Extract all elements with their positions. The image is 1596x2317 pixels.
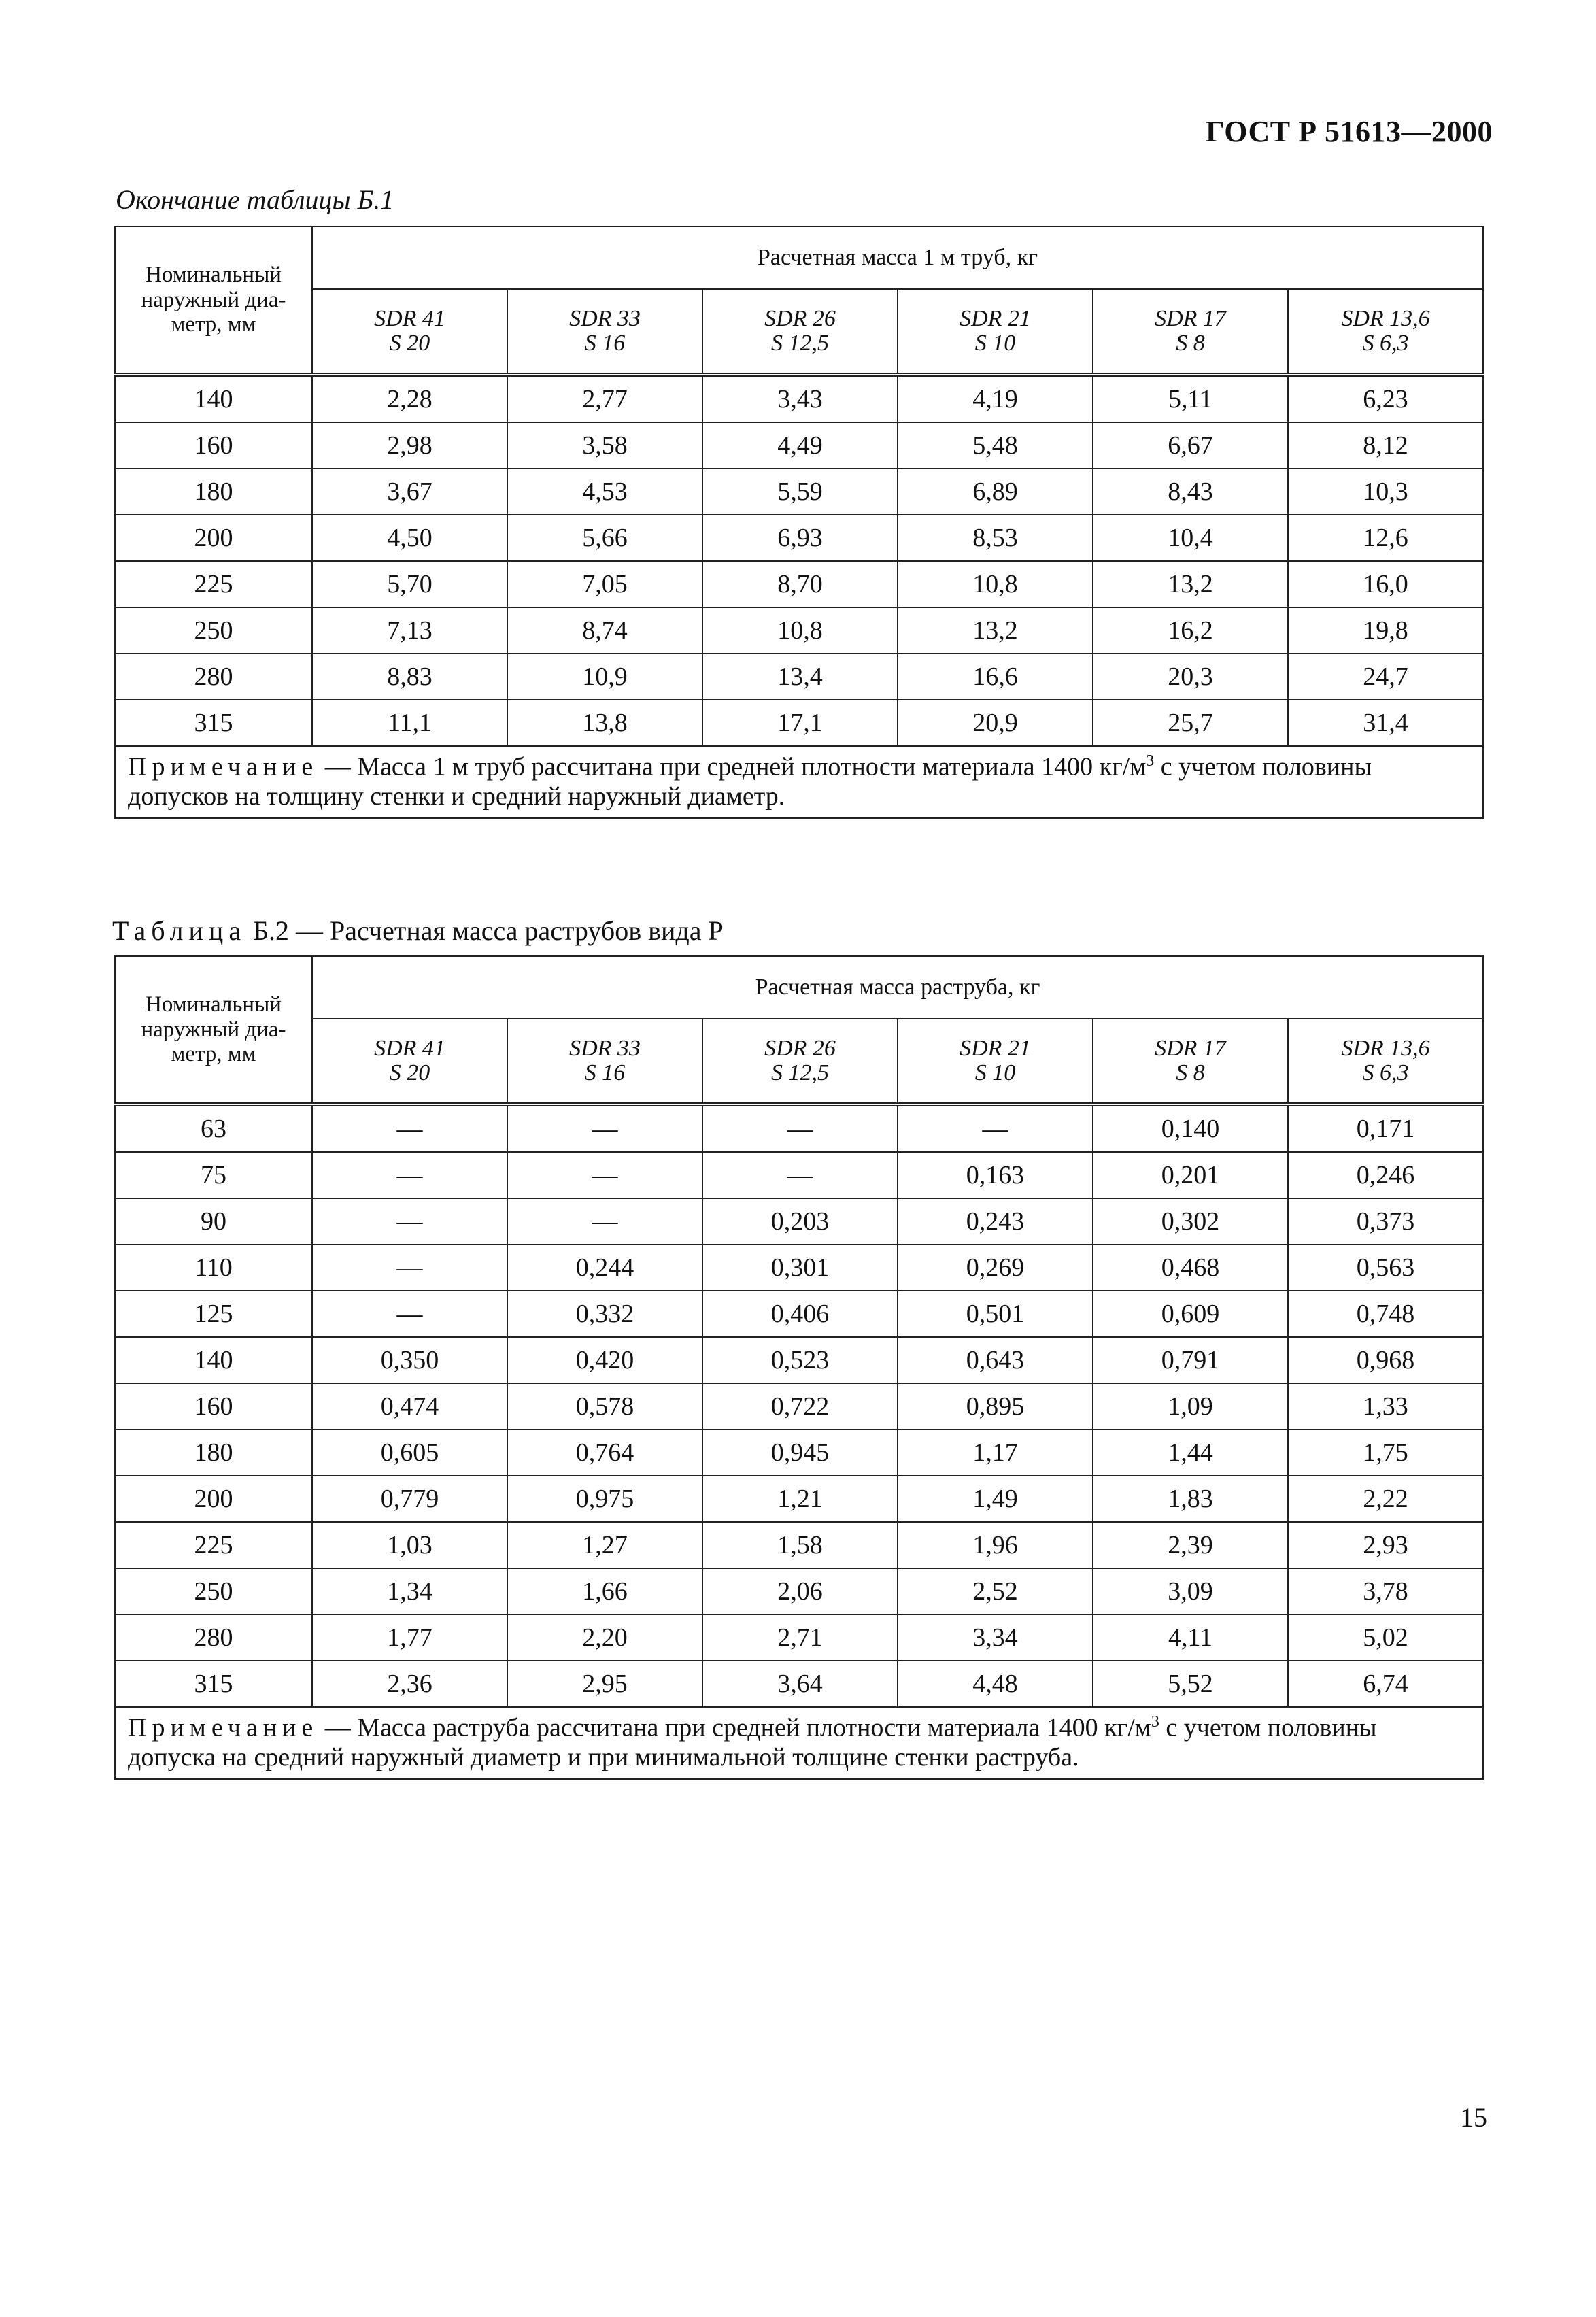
mass-cell: 13,4 — [702, 654, 898, 700]
mass-cell: 16,6 — [898, 654, 1093, 700]
mass-cell: 1,75 — [1288, 1430, 1483, 1476]
table-row — [115, 1568, 1483, 1614]
table-b2-note — [115, 1707, 1483, 1779]
mass-cell: 8,53 — [898, 515, 1093, 561]
mass-cell: 3,78 — [1288, 1568, 1483, 1614]
table-row — [115, 515, 1483, 561]
mass-cell: 6,74 — [1288, 1661, 1483, 1707]
mass-cell: 0,722 — [702, 1383, 898, 1430]
mass-cell: 0,373 — [1288, 1198, 1483, 1245]
table-b1 — [114, 226, 1484, 819]
table-b1-note — [115, 746, 1483, 818]
sdr-label: SDR 17 — [1155, 306, 1226, 332]
mass-cell: 0,269 — [898, 1245, 1093, 1291]
mass-cell: 5,48 — [898, 422, 1093, 469]
mass-cell: 0,302 — [1093, 1198, 1288, 1245]
mass-cell: 1,83 — [1093, 1476, 1288, 1522]
table-row — [115, 1522, 1483, 1568]
sdr-column-header — [1288, 289, 1483, 375]
mass-cell: 4,11 — [1093, 1614, 1288, 1661]
mass-cell: 3,43 — [702, 375, 898, 422]
mass-cell: 0,578 — [507, 1383, 702, 1430]
mass-cell: 3,09 — [1093, 1568, 1288, 1614]
note-text: — Масса 1 м труб рассчитана при средней плотности материала 1400 кг/м — [318, 752, 1147, 781]
s-label: S 8 — [1176, 331, 1205, 356]
diameter-header — [115, 226, 312, 375]
mass-cell: — — [312, 1291, 507, 1337]
mass-cell: 1,34 — [312, 1568, 507, 1614]
sdr-header-row — [115, 1019, 1483, 1104]
mass-cell: 2,52 — [898, 1568, 1093, 1614]
diameter-cell: 250 — [115, 607, 312, 654]
mass-cell: 8,70 — [702, 561, 898, 607]
mass-cell: — — [312, 1104, 507, 1152]
mass-cell: 8,83 — [312, 654, 507, 700]
table-row — [115, 1476, 1483, 1522]
page-number: 15 — [1460, 2102, 1487, 2133]
diameter-cell: 180 — [115, 469, 312, 515]
mass-cell: 6,93 — [702, 515, 898, 561]
mass-cell: 0,501 — [898, 1291, 1093, 1337]
mass-cell: 25,7 — [1093, 700, 1288, 746]
mass-cell: — — [898, 1104, 1093, 1152]
table-b1-continuation-caption: Окончание таблицы Б.1 — [116, 184, 394, 215]
mass-cell: 7,13 — [312, 607, 507, 654]
sdr-label: SDR 13,6 — [1341, 1036, 1430, 1062]
table-b2 — [114, 955, 1484, 1780]
s-label: S 20 — [389, 331, 430, 356]
mass-cell: — — [507, 1152, 702, 1198]
mass-cell: 6,89 — [898, 469, 1093, 515]
diameter-cell: 90 — [115, 1198, 312, 1245]
diameter-header-line: наружный диа- — [141, 1017, 286, 1042]
diameter-cell: 140 — [115, 375, 312, 422]
diameter-header-line: Номинальный — [146, 262, 282, 287]
diameter-cell: 160 — [115, 1383, 312, 1430]
table-row — [115, 375, 1483, 422]
mass-cell: 0,643 — [898, 1337, 1093, 1383]
s-label: S 16 — [584, 331, 626, 356]
diameter-cell: 140 — [115, 1337, 312, 1383]
mass-cell: 20,9 — [898, 700, 1093, 746]
diameter-cell: 250 — [115, 1568, 312, 1614]
diameter-cell: 315 — [115, 700, 312, 746]
mass-cell: 0,764 — [507, 1430, 702, 1476]
mass-cell: 3,34 — [898, 1614, 1093, 1661]
mass-cell: 1,44 — [1093, 1430, 1288, 1476]
mass-cell: 4,50 — [312, 515, 507, 561]
mass-cell: 3,67 — [312, 469, 507, 515]
table-row — [115, 1152, 1483, 1198]
mass-cell: 1,21 — [702, 1476, 898, 1522]
mass-cell: 13,2 — [1093, 561, 1288, 607]
mass-cell: 1,49 — [898, 1476, 1093, 1522]
mass-cell: — — [702, 1104, 898, 1152]
s-label: S 10 — [974, 1060, 1016, 1085]
mass-cell: 0,244 — [507, 1245, 702, 1291]
s-label: S 16 — [584, 1060, 626, 1085]
mass-cell: 0,605 — [312, 1430, 507, 1476]
document-code: ГОСТ Р 51613—2000 — [1205, 115, 1493, 148]
diameter-header — [115, 956, 312, 1104]
mass-cell: — — [312, 1245, 507, 1291]
table-row — [115, 1104, 1483, 1152]
mass-cell: 10,8 — [898, 561, 1093, 607]
diameter-header-line: Номинальный — [146, 992, 282, 1017]
sdr-label: SDR 26 — [764, 306, 836, 332]
sdr-column-header — [1093, 1019, 1288, 1104]
mass-cell: 0,474 — [312, 1383, 507, 1430]
mass-cell: 0,420 — [507, 1337, 702, 1383]
table-row — [115, 1337, 1483, 1383]
mass-cell: 2,77 — [507, 375, 702, 422]
table-b2-caption-label: Таблица — [112, 915, 247, 946]
mass-cell: 1,27 — [507, 1522, 702, 1568]
s-label: S 12,5 — [771, 1060, 829, 1085]
mass-cell: 5,11 — [1093, 375, 1288, 422]
mass-cell: 1,33 — [1288, 1383, 1483, 1430]
mass-cell: — — [312, 1198, 507, 1245]
diameter-cell: 225 — [115, 561, 312, 607]
mass-cell: 0,609 — [1093, 1291, 1288, 1337]
mass-cell: 1,58 — [702, 1522, 898, 1568]
mass-cell: 24,7 — [1288, 654, 1483, 700]
mass-cell: 8,43 — [1093, 469, 1288, 515]
diameter-cell: 160 — [115, 422, 312, 469]
mass-cell: 1,03 — [312, 1522, 507, 1568]
note-label: Примечание — [128, 752, 319, 781]
table-row — [115, 1430, 1483, 1476]
mass-cell: 10,4 — [1093, 515, 1288, 561]
s-label: S 20 — [389, 1060, 430, 1085]
sdr-label: SDR 41 — [374, 306, 445, 332]
mass-cell: 2,39 — [1093, 1522, 1288, 1568]
mass-cell: 0,945 — [702, 1430, 898, 1476]
sdr-label: SDR 21 — [960, 1036, 1031, 1062]
table-row — [115, 469, 1483, 515]
mass-cell: 2,06 — [702, 1568, 898, 1614]
mass-cell: 4,49 — [702, 422, 898, 469]
sdr-label: SDR 21 — [960, 306, 1031, 332]
table-row — [115, 1291, 1483, 1337]
diameter-header-line: наружный диа- — [141, 287, 286, 312]
table-row — [115, 700, 1483, 746]
mass-header: Расчетная масса 1 м труб, кг — [312, 226, 1483, 289]
mass-cell: 2,28 — [312, 375, 507, 422]
mass-cell: 0,895 — [898, 1383, 1093, 1430]
mass-cell: 5,02 — [1288, 1614, 1483, 1661]
mass-cell: 0,468 — [1093, 1245, 1288, 1291]
mass-cell: 10,9 — [507, 654, 702, 700]
sdr-label: SDR 13,6 — [1341, 306, 1430, 332]
diameter-cell: 315 — [115, 1661, 312, 1707]
sdr-column-header — [312, 289, 507, 375]
table-row — [115, 607, 1483, 654]
diameter-header-line: метр, мм — [171, 1042, 256, 1067]
diameter-cell: 200 — [115, 515, 312, 561]
mass-cell: 0,350 — [312, 1337, 507, 1383]
sdr-label: SDR 33 — [569, 306, 641, 332]
mass-cell: 7,05 — [507, 561, 702, 607]
diameter-cell: 110 — [115, 1245, 312, 1291]
table-row — [115, 654, 1483, 700]
mass-cell: 0,163 — [898, 1152, 1093, 1198]
mass-cell: 4,19 — [898, 375, 1093, 422]
note-superscript: 3 — [1146, 752, 1155, 770]
mass-cell: 31,4 — [1288, 700, 1483, 746]
mass-cell: 3,64 — [702, 1661, 898, 1707]
mass-cell: 10,3 — [1288, 469, 1483, 515]
mass-cell: 17,1 — [702, 700, 898, 746]
table-row — [115, 1614, 1483, 1661]
s-label: S 6,3 — [1362, 1060, 1409, 1085]
mass-cell: 16,2 — [1093, 607, 1288, 654]
sdr-label: SDR 41 — [374, 1036, 445, 1062]
diameter-cell: 180 — [115, 1430, 312, 1476]
sdr-label: SDR 26 — [764, 1036, 836, 1062]
sdr-label: SDR 33 — [569, 1036, 641, 1062]
s-label: S 8 — [1176, 1060, 1205, 1085]
mass-cell: 11,1 — [312, 700, 507, 746]
mass-cell: 2,98 — [312, 422, 507, 469]
mass-cell: 0,779 — [312, 1476, 507, 1522]
mass-cell: — — [507, 1104, 702, 1152]
table-b2-caption-text: Б.2 — Расчетная масса раструбов вида Р — [246, 915, 724, 946]
table-b2-caption — [112, 915, 724, 947]
sdr-column-header — [507, 1019, 702, 1104]
mass-cell: 13,2 — [898, 607, 1093, 654]
mass-cell: 0,975 — [507, 1476, 702, 1522]
mass-cell: 2,36 — [312, 1661, 507, 1707]
mass-cell: 0,203 — [702, 1198, 898, 1245]
note-text-continued: с учетом половины допусков на толщину стенки и средний наружный диаметр. — [128, 752, 1372, 811]
sdr-column-header — [312, 1019, 507, 1104]
mass-cell: 2,20 — [507, 1614, 702, 1661]
mass-cell: 8,12 — [1288, 422, 1483, 469]
sdr-label: SDR 17 — [1155, 1036, 1226, 1062]
note-text-continued: с учетом половины допуска на средний наружный диаметр и при минимальной толщине стенки раструба. — [128, 1713, 1377, 1772]
table-row — [115, 1245, 1483, 1291]
mass-cell: 10,8 — [702, 607, 898, 654]
mass-cell: 2,71 — [702, 1614, 898, 1661]
mass-cell: 13,8 — [507, 700, 702, 746]
diameter-cell: 225 — [115, 1522, 312, 1568]
diameter-cell: 280 — [115, 1614, 312, 1661]
mass-cell: 5,66 — [507, 515, 702, 561]
sdr-column-header — [702, 1019, 898, 1104]
s-label: S 12,5 — [771, 331, 829, 356]
mass-cell: 5,70 — [312, 561, 507, 607]
note-text: — Масса раструба рассчитана при средней плотности материала 1400 кг/м — [318, 1713, 1151, 1742]
mass-cell: 0,523 — [702, 1337, 898, 1383]
mass-cell: 0,332 — [507, 1291, 702, 1337]
mass-cell: 1,77 — [312, 1614, 507, 1661]
diameter-header-line: метр, мм — [171, 312, 256, 337]
mass-cell: 2,93 — [1288, 1522, 1483, 1568]
mass-cell: 1,09 — [1093, 1383, 1288, 1430]
mass-cell: 0,301 — [702, 1245, 898, 1291]
sdr-column-header — [702, 289, 898, 375]
sdr-column-header — [898, 289, 1093, 375]
note-superscript: 3 — [1151, 1713, 1159, 1731]
mass-cell: 16,0 — [1288, 561, 1483, 607]
mass-cell: — — [507, 1198, 702, 1245]
sdr-column-header — [1288, 1019, 1483, 1104]
mass-cell: 0,968 — [1288, 1337, 1483, 1383]
note-label: Примечание — [128, 1713, 319, 1742]
table-row — [115, 1198, 1483, 1245]
mass-cell: 19,8 — [1288, 607, 1483, 654]
sdr-column-header — [898, 1019, 1093, 1104]
mass-cell: 0,171 — [1288, 1104, 1483, 1152]
mass-cell: 2,95 — [507, 1661, 702, 1707]
table-row — [115, 422, 1483, 469]
diameter-cell: 63 — [115, 1104, 312, 1152]
mass-cell: 0,406 — [702, 1291, 898, 1337]
mass-cell: 5,59 — [702, 469, 898, 515]
mass-header: Расчетная масса раструба, кг — [312, 956, 1483, 1019]
mass-cell: — — [702, 1152, 898, 1198]
mass-cell: 1,96 — [898, 1522, 1093, 1568]
mass-cell: 1,66 — [507, 1568, 702, 1614]
diameter-cell: 200 — [115, 1476, 312, 1522]
table-row — [115, 561, 1483, 607]
sdr-column-header — [1093, 289, 1288, 375]
mass-cell: 12,6 — [1288, 515, 1483, 561]
mass-cell: 4,53 — [507, 469, 702, 515]
mass-cell: 0,563 — [1288, 1245, 1483, 1291]
mass-cell: 6,23 — [1288, 375, 1483, 422]
mass-cell: 0,246 — [1288, 1152, 1483, 1198]
mass-cell: 0,748 — [1288, 1291, 1483, 1337]
mass-cell: 8,74 — [507, 607, 702, 654]
mass-cell: — — [312, 1152, 507, 1198]
table-row — [115, 1383, 1483, 1430]
mass-cell: 2,22 — [1288, 1476, 1483, 1522]
mass-cell: 20,3 — [1093, 654, 1288, 700]
s-label: S 10 — [974, 331, 1016, 356]
mass-cell: 4,48 — [898, 1661, 1093, 1707]
mass-cell: 3,58 — [507, 422, 702, 469]
diameter-cell: 125 — [115, 1291, 312, 1337]
mass-cell: 0,201 — [1093, 1152, 1288, 1198]
mass-cell: 0,243 — [898, 1198, 1093, 1245]
sdr-header-row — [115, 289, 1483, 375]
sdr-column-header — [507, 289, 702, 375]
diameter-cell: 280 — [115, 654, 312, 700]
mass-cell: 0,791 — [1093, 1337, 1288, 1383]
table-row — [115, 1661, 1483, 1707]
s-label: S 6,3 — [1362, 331, 1409, 356]
mass-cell: 5,52 — [1093, 1661, 1288, 1707]
mass-cell: 6,67 — [1093, 422, 1288, 469]
mass-cell: 0,140 — [1093, 1104, 1288, 1152]
diameter-cell: 75 — [115, 1152, 312, 1198]
mass-cell: 1,17 — [898, 1430, 1093, 1476]
